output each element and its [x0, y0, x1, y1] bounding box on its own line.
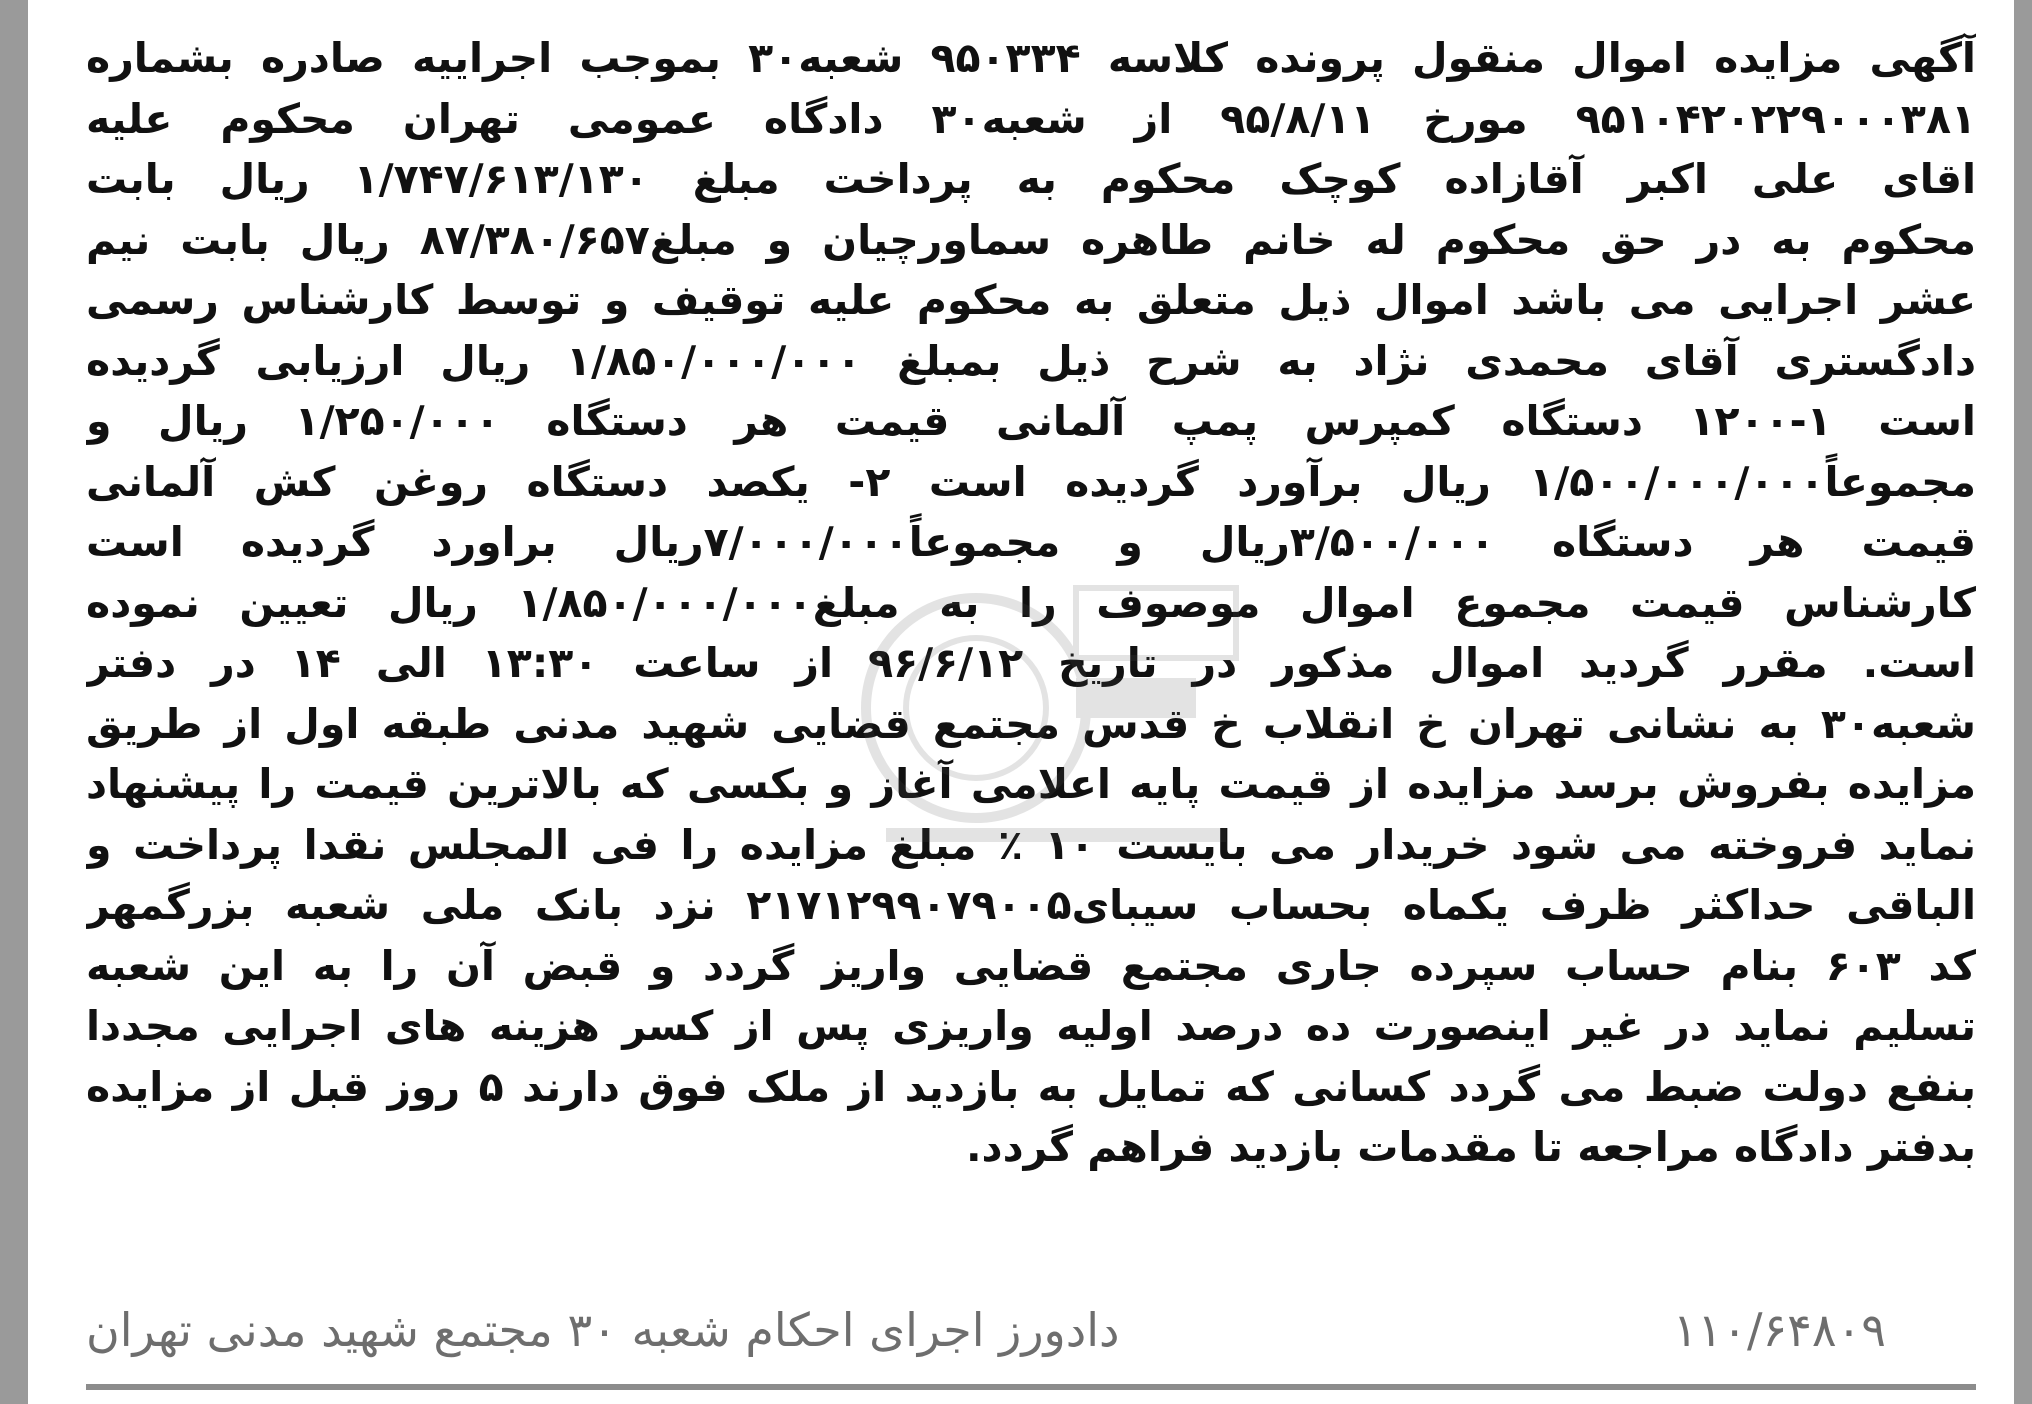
- notice-line: الباقی حداکثر ظرف یکماه بحساب سیبای۲۱۷۱۲۹۹۰۷۹۰۰۵ نزد بانک ملی شعبه بزرگمهر: [86, 881, 1976, 929]
- issuing-office: دادورز اجرای احکام شعبه ۳۰ مجتمع شهید مدنی تهران: [86, 1303, 1120, 1357]
- notice-page: [86, 28, 1976, 1388]
- notice-line: مجموعاً۱/۵۰۰/۰۰۰/۰۰۰ ریال برآورد گردیده است ۲- یکصد دستگاه روغن کش آلمانی: [86, 457, 1976, 506]
- right-border: [2014, 0, 2032, 1404]
- notice-line: کد ۶۰۳ بنام حساب سپرده جاری مجتمع قضایی واریز گردد و قبض آن را به این شعبه: [86, 941, 1976, 990]
- notice-line: نماید فروخته می شود خریدار می بایست ۱۰ ٪ مبلغ مزایده را فی المجلس نقدا پرداخت و: [86, 820, 1976, 869]
- notice-line: است ۱-۱۲۰۰ دستگاه کمپرس پمپ آلمانی قیمت هر دستگاه ۱/۲۵۰/۰۰۰ ریال و: [86, 397, 1976, 445]
- notice-line: اقای علی اکبر آقازاده کوچک محکوم به پرداخت مبلغ ۱/۷۴۷/۶۱۳/۱۳۰ ریال بابت: [86, 155, 1976, 203]
- notice-line: دادگستری آقای محمدی نژاد به شرح ذیل بمبلغ ۱/۸۵۰/۰۰۰/۰۰۰ ریال ارزیابی گردیده: [86, 336, 1976, 385]
- notice-line: ۹۵۱۰۴۲۰۲۲۹۰۰۰۳۸۱ مورخ ۹۵/۸/۱۱ از شعبه۳۰ دادگاه عمومی تهران محکوم علیه: [86, 94, 1976, 143]
- reference-number: ۱۱۰/۶۴۸۰۹: [1672, 1303, 1886, 1357]
- notice-line: مزایده بفروش برسد مزایده از قیمت پایه اعلامی آغاز و بکسی که بالاترین قیمت را پیشنهاد: [86, 760, 1976, 808]
- notice-line: شعبه۳۰ به نشانی تهران خ انقلاب خ قدس مجتمع قضایی شهید مدنی طبقه اول از طریق: [86, 699, 1976, 748]
- notice-line: است. مقرر گردید اموال مذکور در تاریخ ۹۶/۶/۱۲ از ساعت ۱۳:۳۰ الی ۱۴ در دفتر: [86, 639, 1976, 687]
- notice-line: کارشناس قیمت مجموع اموال موصوف را به مبلغ۱/۸۵۰/۰۰۰/۰۰۰ ریال تعیین نموده: [86, 578, 1976, 627]
- notice-line: قیمت هر دستگاه ۳/۵۰۰/۰۰۰ریال و مجموعاً۷/۰۰۰/۰۰۰ریال براورد گردیده است: [86, 518, 1976, 566]
- notice-line: آگهی مزایده اموال منقول پرونده کلاسه ۹۵۰۳۳۴ شعبه۳۰ بموجب اجراییه صادره بشماره: [86, 34, 1976, 82]
- notice-line: بنفع دولت ضبط می گردد کسانی که تمایل به بازدید از ملک فوق دارند ۵ روز قبل از مزایده: [86, 1062, 1976, 1111]
- notice-line: تسلیم نماید در غیر اینصورت ده درصد اولیه واریزی پس از کسر هزینه های اجرایی مجددا: [86, 1002, 1976, 1050]
- left-border: [0, 0, 28, 1404]
- signature-block: [86, 1300, 1976, 1360]
- notice-line: بدفتر دادگاه مراجعه تا مقدمات بازدید فراهم گردد.: [965, 1123, 1976, 1171]
- notice-line: عشر اجرایی می باشد اموال ذیل متعلق به محکوم علیه توقیف و توسط کارشناس رسمی: [86, 276, 1976, 324]
- bottom-divider: [86, 1384, 1976, 1390]
- notice-line: محکوم به در حق محکوم له خانم طاهره سماورچیان و مبلغ۸۷/۳۸۰/۶۵۷ ریال بابت نیم: [86, 215, 1976, 264]
- auction-notice-text: [86, 28, 1976, 1178]
